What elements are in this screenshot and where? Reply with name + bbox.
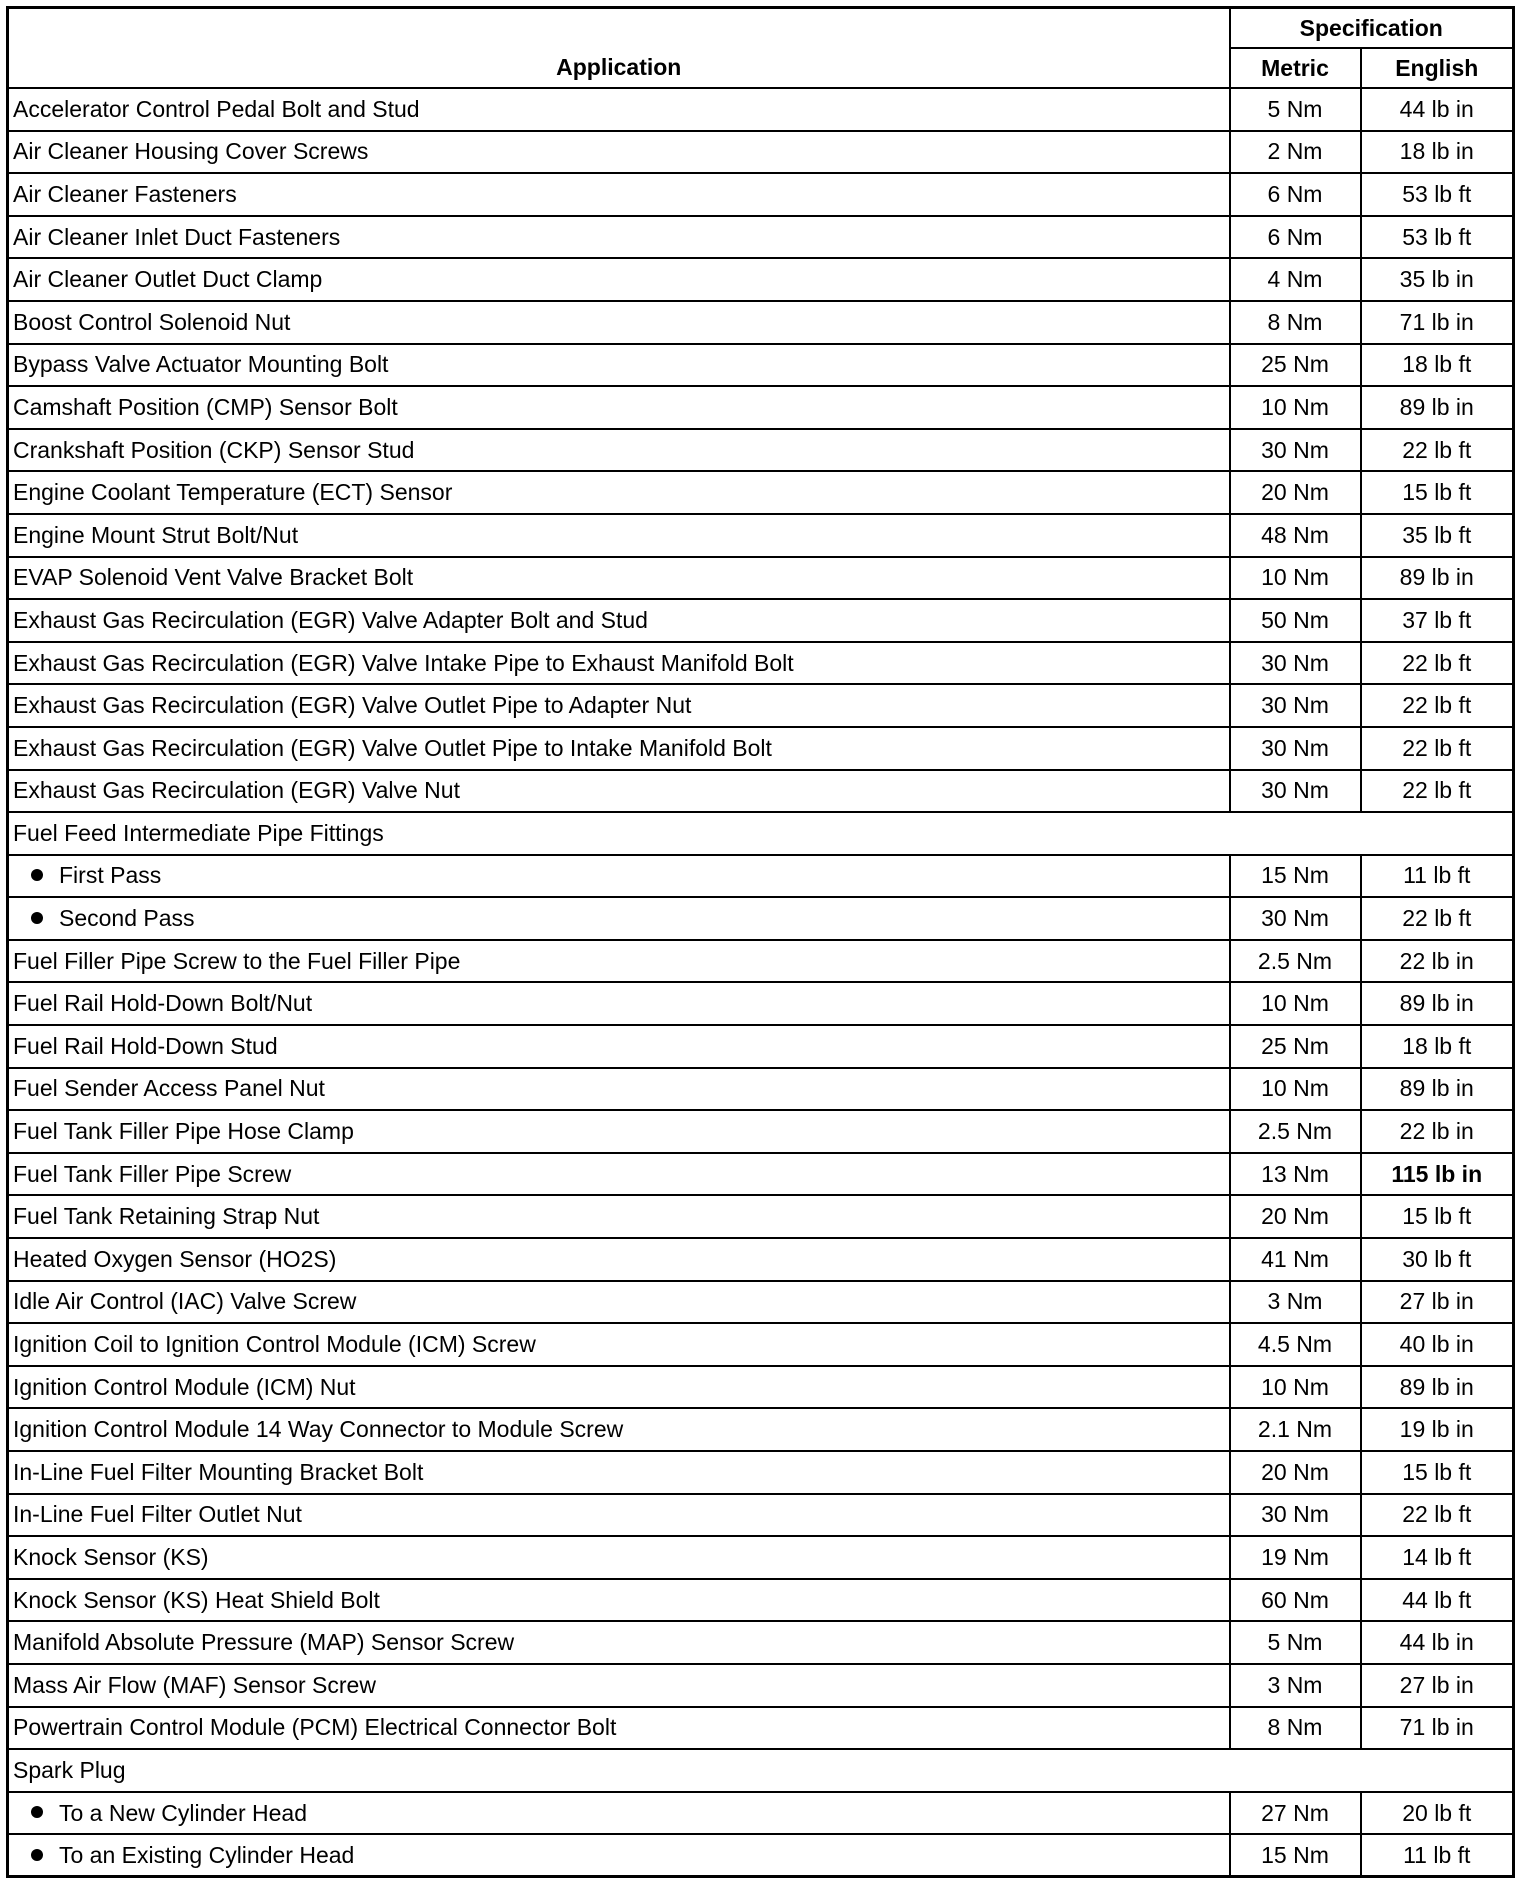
- english-cell: 22 lb ft: [1361, 897, 1514, 940]
- english-cell: 35 lb in: [1361, 258, 1514, 301]
- application-cell: [8, 1195, 1230, 1238]
- metric-cell: 10 Nm: [1230, 1068, 1361, 1111]
- application-cell: [8, 1366, 1230, 1409]
- metric-cell: 20 Nm: [1230, 1195, 1361, 1238]
- table-row: [8, 1323, 1514, 1366]
- english-cell: 22 lb ft: [1361, 727, 1514, 770]
- table-row: [8, 1068, 1514, 1111]
- english-cell: 44 lb in: [1361, 88, 1514, 131]
- table-row: [8, 216, 1514, 259]
- metric-cell: 4 Nm: [1230, 258, 1361, 301]
- metric-cell: 30 Nm: [1230, 897, 1361, 940]
- application-label: Air Cleaner Inlet Duct Fasteners: [13, 223, 341, 250]
- application-label: Powertrain Control Module (PCM) Electrical Connector Bolt: [13, 1714, 617, 1741]
- metric-cell: 13 Nm: [1230, 1153, 1361, 1196]
- application-cell: [8, 471, 1230, 514]
- table-row: [8, 131, 1514, 174]
- table-group-row: [8, 812, 1514, 855]
- application-cell: [8, 855, 1230, 898]
- metric-cell: 20 Nm: [1230, 471, 1361, 514]
- application-cell: [8, 982, 1230, 1025]
- table-row: [8, 1621, 1514, 1664]
- table-row: [8, 684, 1514, 727]
- bullet-icon: [31, 1806, 43, 1818]
- table-row: [8, 88, 1514, 131]
- torque-specification-table: [6, 6, 1515, 1878]
- metric-cell: 30 Nm: [1230, 684, 1361, 727]
- metric-cell: 3 Nm: [1230, 1281, 1361, 1324]
- english-cell: 22 lb ft: [1361, 429, 1514, 472]
- table-row: [8, 727, 1514, 770]
- english-cell: 18 lb ft: [1361, 344, 1514, 387]
- table-row: [8, 301, 1514, 344]
- english-cell: 89 lb in: [1361, 386, 1514, 429]
- metric-cell: 5 Nm: [1230, 88, 1361, 131]
- english-column-header: English: [1361, 48, 1514, 88]
- english-cell: 89 lb in: [1361, 1366, 1514, 1409]
- application-label: To an Existing Cylinder Head: [59, 1841, 355, 1868]
- english-cell: 53 lb ft: [1361, 173, 1514, 216]
- table-row: [8, 1451, 1514, 1494]
- table-row: [8, 940, 1514, 983]
- application-cell: [8, 940, 1230, 983]
- english-cell: 11 lb ft: [1361, 855, 1514, 898]
- application-cell: [8, 1664, 1230, 1707]
- english-cell: 27 lb in: [1361, 1664, 1514, 1707]
- application-cell: [8, 1408, 1230, 1451]
- application-label: Knock Sensor (KS): [13, 1543, 209, 1570]
- application-label: Air Cleaner Outlet Duct Clamp: [13, 266, 323, 293]
- metric-cell: 15 Nm: [1230, 855, 1361, 898]
- table-row: [8, 1664, 1514, 1707]
- table-group-row: [8, 1749, 1514, 1792]
- metric-cell: 5 Nm: [1230, 1621, 1361, 1664]
- metric-cell: 48 Nm: [1230, 514, 1361, 557]
- application-label: Boost Control Solenoid Nut: [13, 308, 291, 335]
- metric-cell: 2.5 Nm: [1230, 940, 1361, 983]
- application-cell: [8, 684, 1230, 727]
- metric-cell: 2.5 Nm: [1230, 1110, 1361, 1153]
- application-label: Air Cleaner Fasteners: [13, 180, 237, 207]
- application-cell: [8, 557, 1230, 600]
- application-label: Manifold Absolute Pressure (MAP) Sensor Screw: [13, 1629, 515, 1656]
- application-cell: [8, 1451, 1230, 1494]
- table-row: [8, 1536, 1514, 1579]
- english-cell: 18 lb in: [1361, 131, 1514, 174]
- application-cell: [8, 131, 1230, 174]
- application-cell: [8, 1494, 1230, 1537]
- table-row: [8, 344, 1514, 387]
- metric-cell: 8 Nm: [1230, 1707, 1361, 1750]
- application-label: Fuel Filler Pipe Screw to the Fuel Filler Pipe: [13, 947, 461, 974]
- english-cell: 22 lb in: [1361, 1110, 1514, 1153]
- application-cell: [8, 1068, 1230, 1111]
- table-row: [8, 1025, 1514, 1068]
- application-label: Fuel Sender Access Panel Nut: [13, 1075, 325, 1102]
- application-column-header: Application: [8, 8, 1230, 89]
- application-label: Ignition Coil to Ignition Control Module (ICM) Screw: [13, 1331, 536, 1358]
- application-cell: [8, 216, 1230, 259]
- application-label: Fuel Tank Filler Pipe Screw: [13, 1160, 292, 1187]
- table-row: [8, 258, 1514, 301]
- table-body: [8, 88, 1514, 1877]
- english-cell: 71 lb in: [1361, 301, 1514, 344]
- metric-cell: 4.5 Nm: [1230, 1323, 1361, 1366]
- english-cell: 14 lb ft: [1361, 1536, 1514, 1579]
- table-row: [8, 1281, 1514, 1324]
- metric-cell: 30 Nm: [1230, 429, 1361, 472]
- table-row: [8, 855, 1514, 898]
- application-cell: [8, 1110, 1230, 1153]
- metric-cell: 27 Nm: [1230, 1792, 1361, 1835]
- table-row: [8, 514, 1514, 557]
- metric-cell: 10 Nm: [1230, 1366, 1361, 1409]
- metric-cell: 30 Nm: [1230, 727, 1361, 770]
- table-row: [8, 386, 1514, 429]
- metric-cell: 15 Nm: [1230, 1834, 1361, 1877]
- bullet-icon: [31, 912, 43, 924]
- application-cell: [8, 386, 1230, 429]
- table-row: [8, 897, 1514, 940]
- bullet-icon: [31, 869, 43, 881]
- metric-cell: 30 Nm: [1230, 642, 1361, 685]
- table-row: [8, 1366, 1514, 1409]
- english-cell: 115 lb in: [1361, 1153, 1514, 1196]
- application-label: Exhaust Gas Recirculation (EGR) Valve Outlet Pipe to Adapter Nut: [13, 692, 692, 719]
- table-row: [8, 982, 1514, 1025]
- application-label: Ignition Control Module (ICM) Nut: [13, 1373, 356, 1400]
- english-cell: 89 lb in: [1361, 1068, 1514, 1111]
- application-cell: [8, 1579, 1230, 1622]
- english-cell: 71 lb in: [1361, 1707, 1514, 1750]
- application-cell: [8, 173, 1230, 216]
- english-cell: 22 lb ft: [1361, 642, 1514, 685]
- application-cell: [8, 429, 1230, 472]
- application-cell: [8, 727, 1230, 770]
- specification-column-header: Specification: [1230, 8, 1514, 49]
- application-cell: [8, 1621, 1230, 1664]
- english-cell: 30 lb ft: [1361, 1238, 1514, 1281]
- application-label: Knock Sensor (KS) Heat Shield Bolt: [13, 1586, 380, 1613]
- metric-column-header: Metric: [1230, 48, 1361, 88]
- application-cell: [8, 599, 1230, 642]
- metric-cell: 50 Nm: [1230, 599, 1361, 642]
- application-cell: [8, 812, 1514, 855]
- english-cell: 15 lb ft: [1361, 471, 1514, 514]
- table-row: [8, 1110, 1514, 1153]
- table-row: [8, 1153, 1514, 1196]
- table-row: [8, 599, 1514, 642]
- english-cell: 15 lb ft: [1361, 1195, 1514, 1238]
- application-cell: [8, 258, 1230, 301]
- application-label: Fuel Feed Intermediate Pipe Fittings: [13, 819, 384, 846]
- metric-cell: 25 Nm: [1230, 344, 1361, 387]
- application-label: Idle Air Control (IAC) Valve Screw: [13, 1288, 357, 1315]
- table-row: [8, 770, 1514, 813]
- application-label: Heated Oxygen Sensor (HO2S): [13, 1245, 337, 1272]
- application-cell: [8, 1238, 1230, 1281]
- application-label: Engine Mount Strut Bolt/Nut: [13, 521, 299, 548]
- application-label: First Pass: [59, 862, 162, 889]
- application-cell: [8, 1707, 1230, 1750]
- application-label: Mass Air Flow (MAF) Sensor Screw: [13, 1671, 376, 1698]
- metric-cell: 2 Nm: [1230, 131, 1361, 174]
- english-cell: 20 lb ft: [1361, 1792, 1514, 1835]
- application-label: Accelerator Control Pedal Bolt and Stud: [13, 95, 420, 122]
- english-cell: 22 lb ft: [1361, 1494, 1514, 1537]
- application-label: EVAP Solenoid Vent Valve Bracket Bolt: [13, 564, 414, 591]
- english-cell: 15 lb ft: [1361, 1451, 1514, 1494]
- metric-cell: 10 Nm: [1230, 982, 1361, 1025]
- application-cell: [8, 1323, 1230, 1366]
- english-cell: 18 lb ft: [1361, 1025, 1514, 1068]
- table-row: [8, 1579, 1514, 1622]
- table-row: [8, 1792, 1514, 1835]
- application-cell: [8, 897, 1230, 940]
- metric-cell: 8 Nm: [1230, 301, 1361, 344]
- english-cell: 40 lb in: [1361, 1323, 1514, 1366]
- application-label: Fuel Tank Retaining Strap Nut: [13, 1203, 320, 1230]
- metric-cell: 41 Nm: [1230, 1238, 1361, 1281]
- metric-cell: 60 Nm: [1230, 1579, 1361, 1622]
- english-cell: 19 lb in: [1361, 1408, 1514, 1451]
- metric-cell: 6 Nm: [1230, 216, 1361, 259]
- english-cell: 89 lb in: [1361, 982, 1514, 1025]
- application-cell: [8, 1153, 1230, 1196]
- application-label: Fuel Tank Filler Pipe Hose Clamp: [13, 1118, 354, 1145]
- english-cell: 11 lb ft: [1361, 1834, 1514, 1877]
- application-cell: [8, 1792, 1230, 1835]
- torque-spec-sheet: [6, 6, 1512, 1874]
- application-label: Air Cleaner Housing Cover Screws: [13, 138, 369, 165]
- application-label: Exhaust Gas Recirculation (EGR) Valve Outlet Pipe to Intake Manifold Bolt: [13, 734, 772, 761]
- metric-cell: 19 Nm: [1230, 1536, 1361, 1579]
- table-row: [8, 471, 1514, 514]
- application-label: Ignition Control Module 14 Way Connector to Module Screw: [13, 1416, 624, 1443]
- english-cell: 35 lb ft: [1361, 514, 1514, 557]
- metric-cell: 3 Nm: [1230, 1664, 1361, 1707]
- application-label: In-Line Fuel Filter Outlet Nut: [13, 1501, 302, 1528]
- metric-cell: 30 Nm: [1230, 770, 1361, 813]
- english-cell: 27 lb in: [1361, 1281, 1514, 1324]
- table-row: [8, 642, 1514, 685]
- metric-cell: 6 Nm: [1230, 173, 1361, 216]
- application-label: Spark Plug: [13, 1756, 126, 1783]
- metric-cell: 25 Nm: [1230, 1025, 1361, 1068]
- application-cell: [8, 1536, 1230, 1579]
- table-row: [8, 173, 1514, 216]
- application-cell: [8, 1749, 1514, 1792]
- table-row: [8, 1195, 1514, 1238]
- application-cell: [8, 1281, 1230, 1324]
- bullet-icon: [31, 1849, 43, 1861]
- application-label: Exhaust Gas Recirculation (EGR) Valve Adapter Bolt and Stud: [13, 606, 648, 633]
- application-label: Exhaust Gas Recirculation (EGR) Valve Intake Pipe to Exhaust Manifold Bolt: [13, 649, 794, 676]
- metric-cell: 2.1 Nm: [1230, 1408, 1361, 1451]
- application-cell: [8, 88, 1230, 131]
- english-cell: 22 lb ft: [1361, 684, 1514, 727]
- english-cell: 37 lb ft: [1361, 599, 1514, 642]
- application-cell: [8, 514, 1230, 557]
- application-cell: [8, 1834, 1230, 1877]
- application-cell: [8, 344, 1230, 387]
- table-row: [8, 429, 1514, 472]
- table-row: [8, 1494, 1514, 1537]
- english-cell: 22 lb in: [1361, 940, 1514, 983]
- application-label: Bypass Valve Actuator Mounting Bolt: [13, 351, 389, 378]
- metric-cell: 30 Nm: [1230, 1494, 1361, 1537]
- application-label: Exhaust Gas Recirculation (EGR) Valve Nut: [13, 777, 460, 804]
- application-label: Second Pass: [59, 905, 195, 932]
- table-row: [8, 1238, 1514, 1281]
- english-cell: 53 lb ft: [1361, 216, 1514, 259]
- english-cell: 44 lb in: [1361, 1621, 1514, 1664]
- table-row: [8, 1834, 1514, 1877]
- metric-cell: 20 Nm: [1230, 1451, 1361, 1494]
- application-cell: [8, 642, 1230, 685]
- table-row: [8, 1707, 1514, 1750]
- application-label: To a New Cylinder Head: [59, 1799, 308, 1826]
- application-cell: [8, 1025, 1230, 1068]
- table-row: [8, 557, 1514, 600]
- application-label: In-Line Fuel Filter Mounting Bracket Bolt: [13, 1458, 424, 1485]
- english-cell: 89 lb in: [1361, 557, 1514, 600]
- application-label: Fuel Rail Hold-Down Bolt/Nut: [13, 990, 313, 1017]
- application-label: Camshaft Position (CMP) Sensor Bolt: [13, 393, 398, 420]
- metric-cell: 10 Nm: [1230, 557, 1361, 600]
- table-row: [8, 1408, 1514, 1451]
- application-cell: [8, 770, 1230, 813]
- application-label: Engine Coolant Temperature (ECT) Sensor: [13, 479, 453, 506]
- application-label: Fuel Rail Hold-Down Stud: [13, 1032, 278, 1059]
- application-label: Crankshaft Position (CKP) Sensor Stud: [13, 436, 415, 463]
- english-cell: 44 lb ft: [1361, 1579, 1514, 1622]
- metric-cell: 10 Nm: [1230, 386, 1361, 429]
- english-cell: 22 lb ft: [1361, 770, 1514, 813]
- application-cell: [8, 301, 1230, 344]
